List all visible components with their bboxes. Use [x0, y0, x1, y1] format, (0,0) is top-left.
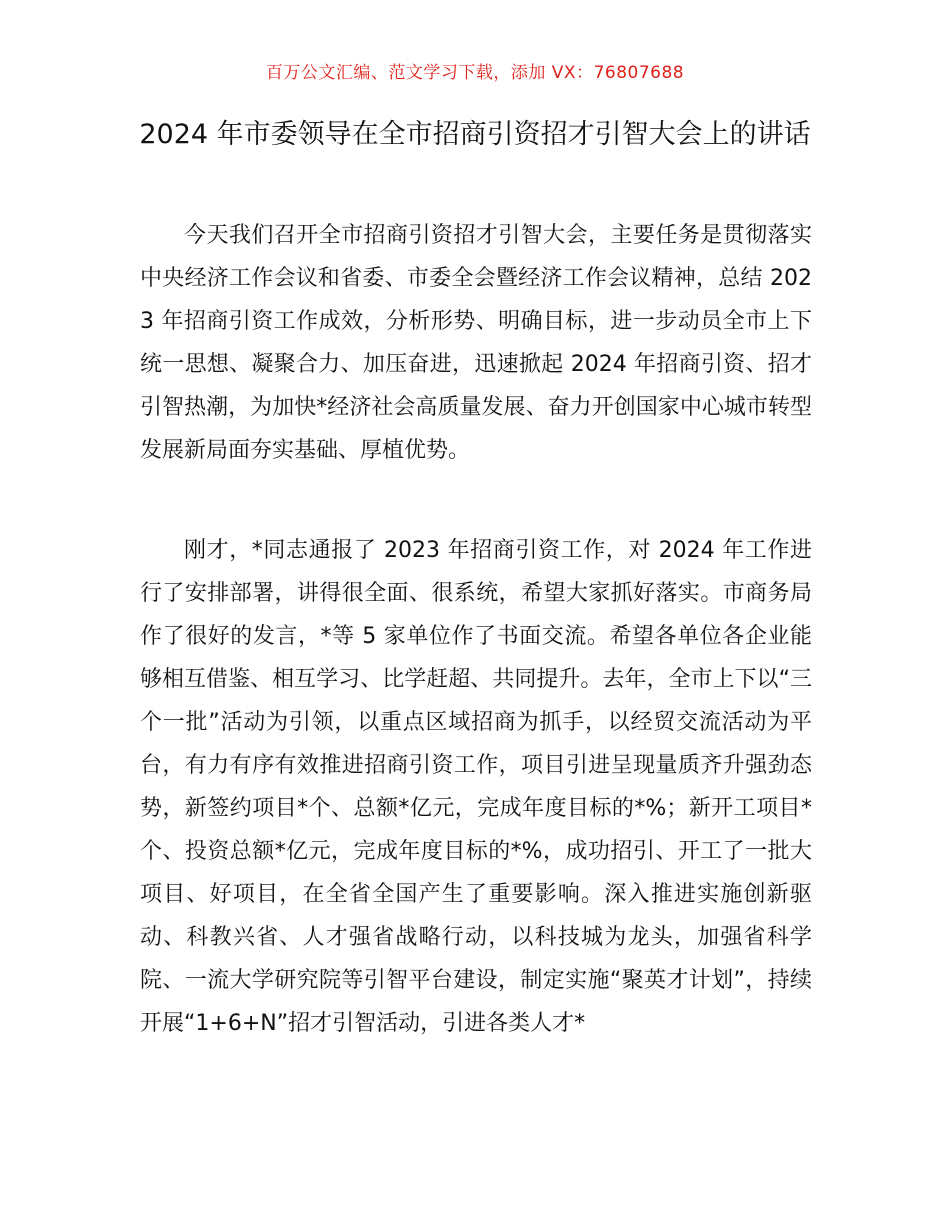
paragraph-2: 刚才，*同志通报了 2023 年招商引资工作，对 2024 年工作进行了安排部署，讲得很全面、很系统，希望大家抓好落实。市商务局作了很好的发言，*等 5 家单位作了书面交流。希望各单位各企业能够相互借鉴、相互学习、比学赶超、共同提升。去年，全市上下以“三个一批”活动为引领，以重点区域招商为抓手，以经贸交流活动为平台，有力有序有效推进招商引资工作，项目引进呈现量质齐升强劲态势，新签约项目*个、总额*亿元，完成年度目标的*%；新开工项目*个、投资总额*亿元，完成年度目标的*%，成功招引、开工了一批大项目、好项目，在全省全国产生了重要影响。深入推进实施创新驱动、科教兴省、人才强省战略行动，以科技城为龙头，加强省科学院、一流大学研究院等引智平台建设，制定实施“聚英才计划”，持续开展“1+6+N”招才引智活动，引进各类人才*: [140, 538, 812, 1036]
header-note: 百万公文汇编、范文学习下载，添加 VX：76807688: [265, 63, 685, 83]
document-title: 2024 年市委领导在全市招商引资招才引智大会上的讲话: [139, 119, 811, 150]
paragraph-1: 今天我们召开全市招商引资招才引智大会，主要任务是贯彻落实中央经济工作会议和省委、市委全会暨经济工作会议精神，总结 2023 年招商引资工作成效，分析形势、明确目标，进一步动员全市上下统一思想、凝聚合力、加压奋进，迅速掀起 2024 年招商引资、招才引智热潮，为加快*经济社会高质量发展、奋力开创国家中心城市转型发展新局面夯实基础、厚植优势。: [140, 223, 812, 463]
